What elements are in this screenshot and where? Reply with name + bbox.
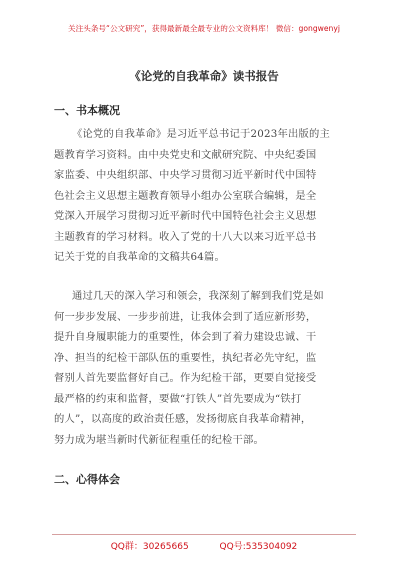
paragraph-line: 何一步步发展、一步步前进，让我体会到了适应新形势， <box>54 310 317 323</box>
paragraph-line: 题教育学习资料。由中央党史和文献研究院、中央纪委国 <box>54 148 317 161</box>
paragraph-line: 督别人首先要监督好自己。作为纪检干部，更要自觉接受 <box>54 372 317 384</box>
paragraph-line: 通过几天的深入学习和领会，我深刻了解到我们党是如 <box>72 290 324 302</box>
qq-group-label: QQ群：30265665 <box>110 542 189 552</box>
footer-divider <box>52 534 356 535</box>
paragraph-line: 的人”，以高度的政治责任感，发扬彻底自我革命精神， <box>54 413 312 425</box>
paragraph-line: 主题教育的学习材料。收入了党的十八大以来习近平总书 <box>54 230 317 243</box>
paragraph-line: 提升自身履职能力的重要性，体会到了着力建设忠诚、干 <box>54 331 317 343</box>
paragraph-line: 努力成为堪当新时代新征程重任的纪检干部。 <box>54 433 264 446</box>
header-banner: 关注头条号“公文研究”，获得最新最全最专业的公文资料库！ 微信：gongwenyj <box>68 24 340 33</box>
paragraph-line: 记关于党的自我革命的文稿共64篇。 <box>54 251 225 263</box>
paragraph-line: 《论党的自我革命》是习近平总书记于2023年出版的主 <box>72 128 330 140</box>
paragraph-line: 色社会主义思想主题教育领导小组办公室联合编辑，是全 <box>54 189 317 202</box>
paragraph-line: 最严格的约束和监督，要做“打铁人”首先要成为“铁打 <box>54 392 302 405</box>
footer-contact <box>0 539 408 552</box>
section-heading-reflections: 二、心得体会 <box>54 473 120 486</box>
paragraph-line: 家监委、中央组织部、中央学习贯彻习近平新时代中国特 <box>54 169 317 181</box>
paragraph-reflection <box>54 286 354 450</box>
paragraph-line: 净、担当的纪检干部队伍的重要性，执纪者必先守纪，监 <box>54 351 317 364</box>
paragraph-line: 党深入开展学习贯彻习近平新时代中国特色社会主义思想 <box>54 210 317 222</box>
paragraph-overview <box>54 124 354 268</box>
section-heading-overview: 一、书本概况 <box>54 104 120 117</box>
qq-number-label: QQ号:535304092 <box>219 542 298 552</box>
document-title: 《论党的自我革命》读书报告 <box>129 69 279 83</box>
